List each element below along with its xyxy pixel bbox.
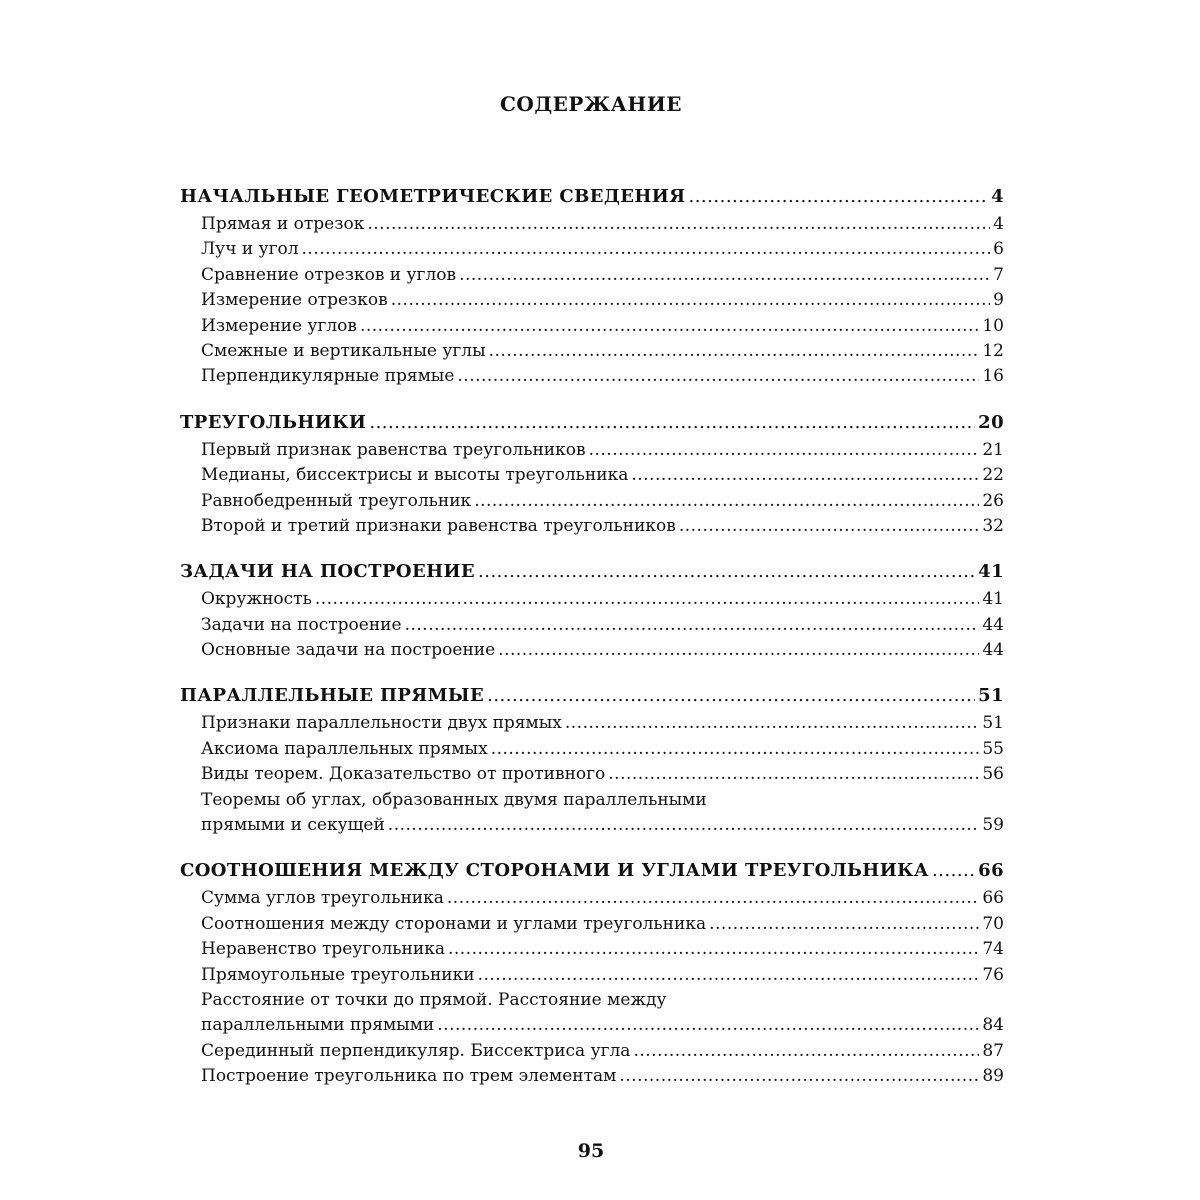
item-title: Признаки параллельности двух прямых [201,713,562,734]
item-title: Прямая и отрезок [201,214,365,234]
item-page: 7 [993,264,1004,285]
toc-item-row[interactable] [180,914,1004,939]
toc-section [180,412,1004,542]
item-title: Прямоугольные треугольники [201,964,475,985]
dot-leader [405,615,980,635]
item-title: Смежные и вертикальные углы [201,340,486,361]
dot-leader [932,860,975,881]
toc-item-row[interactable] [180,440,1004,465]
dot-leader [447,888,979,908]
item-page: 44 [982,640,1004,661]
dot-leader [491,739,980,759]
item-page: 56 [982,764,1004,785]
dot-leader [688,186,988,207]
item-page: 9 [993,290,1004,311]
item-page: 84 [982,1015,1004,1036]
toc-item-row[interactable] [180,589,1004,614]
toc-item-row[interactable] [180,239,1004,264]
item-title: Задачи на построение [201,614,402,635]
dot-leader [633,1041,979,1061]
toc-item-row[interactable] [180,265,1004,290]
toc-item-row[interactable] [180,764,1004,789]
item-title: Основные задачи на построение [201,640,496,661]
dot-leader [391,290,990,310]
item-title: Сумма углов треугольника [201,888,444,909]
item-title: Измерение отрезков [201,290,388,311]
dot-leader [487,685,975,706]
dot-leader [498,640,979,660]
chapter-title: ЗАДАЧИ НА ПОСТРОЕНИЕ [180,561,476,583]
chapter-title: СООТНОШЕНИЯ МЕЖДУ СТОРОНАМИ И УГЛАМИ ТРЕУГОЛЬНИКА [180,860,929,882]
toc-section [180,186,1004,392]
item-title: Медианы, биссектрисы и высоты треугольника [201,465,629,486]
item-title: Первый признак равенства треугольников [201,439,586,460]
toc-item-row[interactable] [180,341,1004,366]
item-page: 6 [993,239,1004,260]
chapter-page: 4 [991,186,1004,207]
item-page: 41 [982,589,1004,610]
item-title: Измерение углов [201,315,357,336]
item-page: 26 [982,490,1004,511]
dot-leader [631,465,979,485]
toc-item-row[interactable] [180,491,1004,516]
toc-item-row[interactable] [180,739,1004,764]
chapter-page: 66 [978,860,1004,882]
toc-chapter-row[interactable] [180,860,1004,888]
chapter-title: ТРЕУГОЛЬНИКИ [180,411,367,433]
toc-item-row[interactable] [180,366,1004,391]
toc-item-row-first-line[interactable] [180,990,1004,1015]
item-title: Второй и третий признаки равенства треугольников [201,515,676,536]
toc-item-row[interactable] [180,713,1004,738]
item-page: 32 [982,515,1004,536]
dot-leader [388,815,980,835]
item-page: 12 [982,340,1004,361]
dot-leader [679,516,980,536]
table-of-contents [180,186,1004,1112]
toc-item-row[interactable] [180,640,1004,665]
chapter-page: 41 [978,561,1004,583]
toc-chapter-row[interactable] [180,186,1004,214]
item-title: Луч и угол [201,239,299,260]
toc-chapter-row[interactable] [180,561,1004,589]
toc-item-row[interactable] [180,939,1004,964]
toc-item-row[interactable] [180,615,1004,640]
toc-chapter-row[interactable] [180,685,1004,713]
dot-leader [619,1066,979,1086]
chapter-page: 51 [978,685,1004,707]
item-page: 55 [982,738,1004,759]
dot-leader [709,914,979,934]
chapter-page: 20 [978,411,1004,433]
item-title: Соотношения между сторонами и углами треугольника [201,913,707,934]
toc-item-row[interactable] [180,815,1004,840]
chapter-title: НАЧАЛЬНЫЕ ГЕОМЕТРИЧЕСКИЕ СВЕДЕНИЯ [180,186,686,207]
item-title: Перпендикулярные прямые [201,366,455,387]
dot-leader [589,440,980,460]
item-page: 59 [982,815,1004,836]
toc-section [180,685,1004,840]
toc-item-row[interactable] [180,1066,1004,1091]
toc-section [180,860,1004,1091]
item-page: 22 [982,465,1004,486]
item-title: Сравнение отрезков и углов [201,264,457,285]
toc-item-row[interactable] [180,1015,1004,1040]
dot-leader [457,366,979,386]
dot-leader [448,939,979,959]
item-page: 51 [982,713,1004,734]
dot-leader [478,965,980,985]
toc-item-row[interactable] [180,316,1004,341]
item-page: 4 [993,214,1004,234]
dot-leader [315,589,980,609]
dot-leader [565,713,979,733]
toc-item-row[interactable] [180,1041,1004,1066]
toc-section [180,561,1004,665]
item-title: Неравенство треугольника [201,939,445,960]
dot-leader [367,214,990,234]
item-title: Окружность [201,589,312,610]
item-title: прямыми и секущей [201,815,385,836]
item-page: 10 [982,315,1004,336]
item-title: параллельными прямыми [201,1015,435,1036]
dot-leader [608,764,979,784]
item-page: 16 [982,366,1004,387]
item-title: Серединный перпендикуляр. Биссектриса угла [201,1040,631,1061]
toc-item-row[interactable] [180,290,1004,315]
item-page: 70 [982,913,1004,934]
item-title: Построение треугольника по трем элементам [201,1066,617,1087]
toc-item-row[interactable] [180,965,1004,990]
toc-item-row[interactable] [180,516,1004,541]
toc-item-row[interactable] [180,214,1004,239]
toc-chapter-row[interactable] [180,412,1004,440]
dot-leader [360,316,979,336]
item-page: 87 [982,1040,1004,1061]
item-page: 66 [982,888,1004,909]
item-title: Аксиома параллельных прямых [201,738,488,759]
toc-item-row[interactable] [180,888,1004,913]
dot-leader [489,341,980,361]
item-page: 76 [982,964,1004,985]
dot-leader [478,561,975,582]
item-page: 74 [982,939,1004,960]
toc-item-row[interactable] [180,465,1004,490]
item-page: 44 [982,614,1004,635]
item-page: 21 [982,439,1004,460]
dot-leader [437,1015,979,1035]
page-number: 95 [577,1140,605,1162]
dot-leader [474,491,979,511]
item-title-line1: Теоремы об углах, образованных двумя параллельными [201,789,707,810]
toc-item-row-first-line[interactable] [180,790,1004,815]
item-page: 89 [982,1066,1004,1087]
item-title: Виды теорем. Доказательство от противного [201,764,606,785]
page-title: СОДЕРЖАНИЕ [500,92,682,116]
item-title-line1: Расстояние от точки до прямой. Расстояние между [201,989,667,1010]
item-title: Равнобедренный треугольник [201,490,472,511]
dot-leader [459,265,990,285]
chapter-title: ПАРАЛЛЕЛЬНЫЕ ПРЯМЫЕ [180,685,485,707]
dot-leader [369,412,975,433]
dot-leader [302,239,991,259]
